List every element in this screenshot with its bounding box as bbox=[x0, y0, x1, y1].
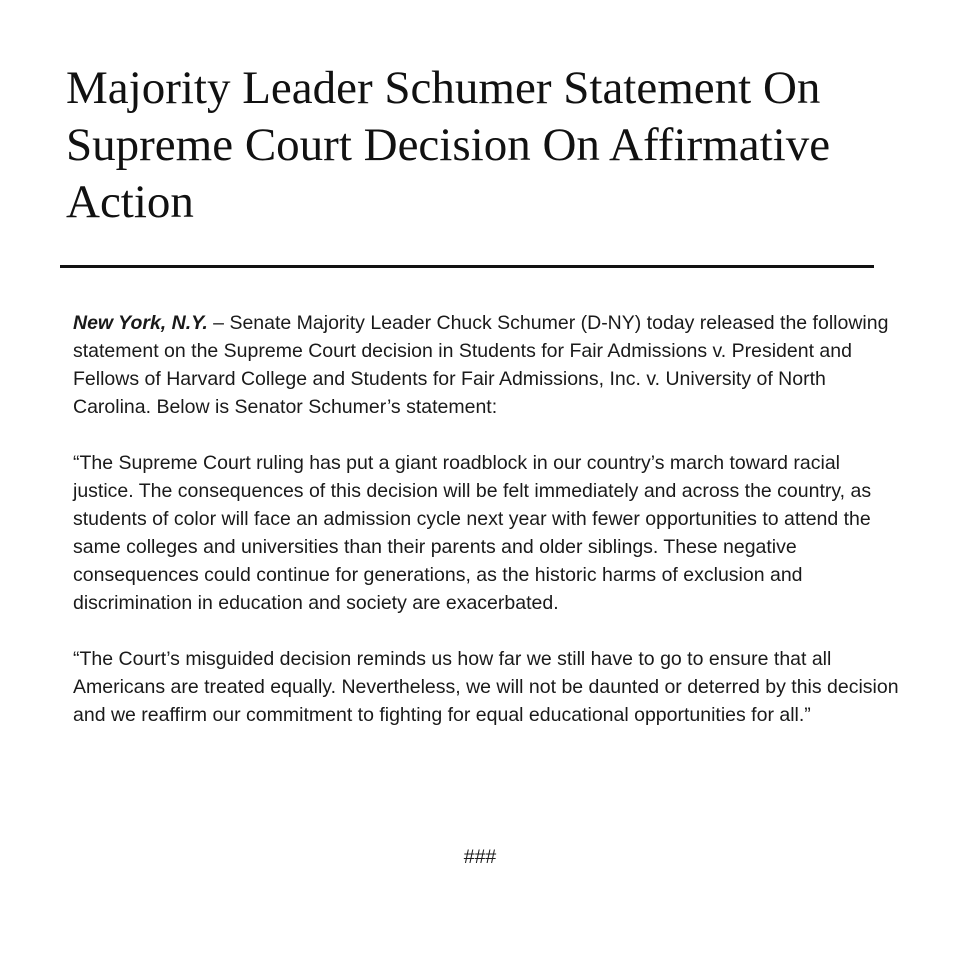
quote-paragraph-1: “The Supreme Court ruling has put a giant roadblock in our country’s march toward racial justice. The consequences of this decision will be felt immediately and across the country, as students of color will face an admission cycle next year with fewer opportunities to attend the same colleges and universities than their parents and older siblings. These negative consequences could continue for generations, as the historic harms of exclusion and discrimination in education and society are exacerbated. bbox=[73, 452, 872, 614]
title-divider bbox=[60, 265, 874, 268]
intro-paragraph bbox=[73, 309, 903, 421]
statement-body bbox=[73, 309, 903, 757]
page-title: Majority Leader Schumer Statement On Supreme Court Decision On Affirmative Action bbox=[66, 62, 831, 228]
end-mark: ### bbox=[463, 846, 497, 868]
quote-paragraph-2: “The Court’s misguided decision reminds us how far we still have to go to ensure that all Americans are treated equally. Nevertheless, we will not be daunted or deterred by this decision and we reaffirm our commitment to fighting for equal educational opportunities for all.” bbox=[73, 648, 899, 726]
dateline: New York, N.Y. bbox=[73, 312, 208, 334]
intro-text: – Senate Majority Leader Chuck Schumer (D-NY) today released the following statement on the Supreme Court decision in Students for Fair Admissions v. President and Fellows of Harvard College and Students for Fair Admissions, Inc. v. University of North Carolina. Below is Senator Schumer’s statement: bbox=[73, 312, 889, 418]
